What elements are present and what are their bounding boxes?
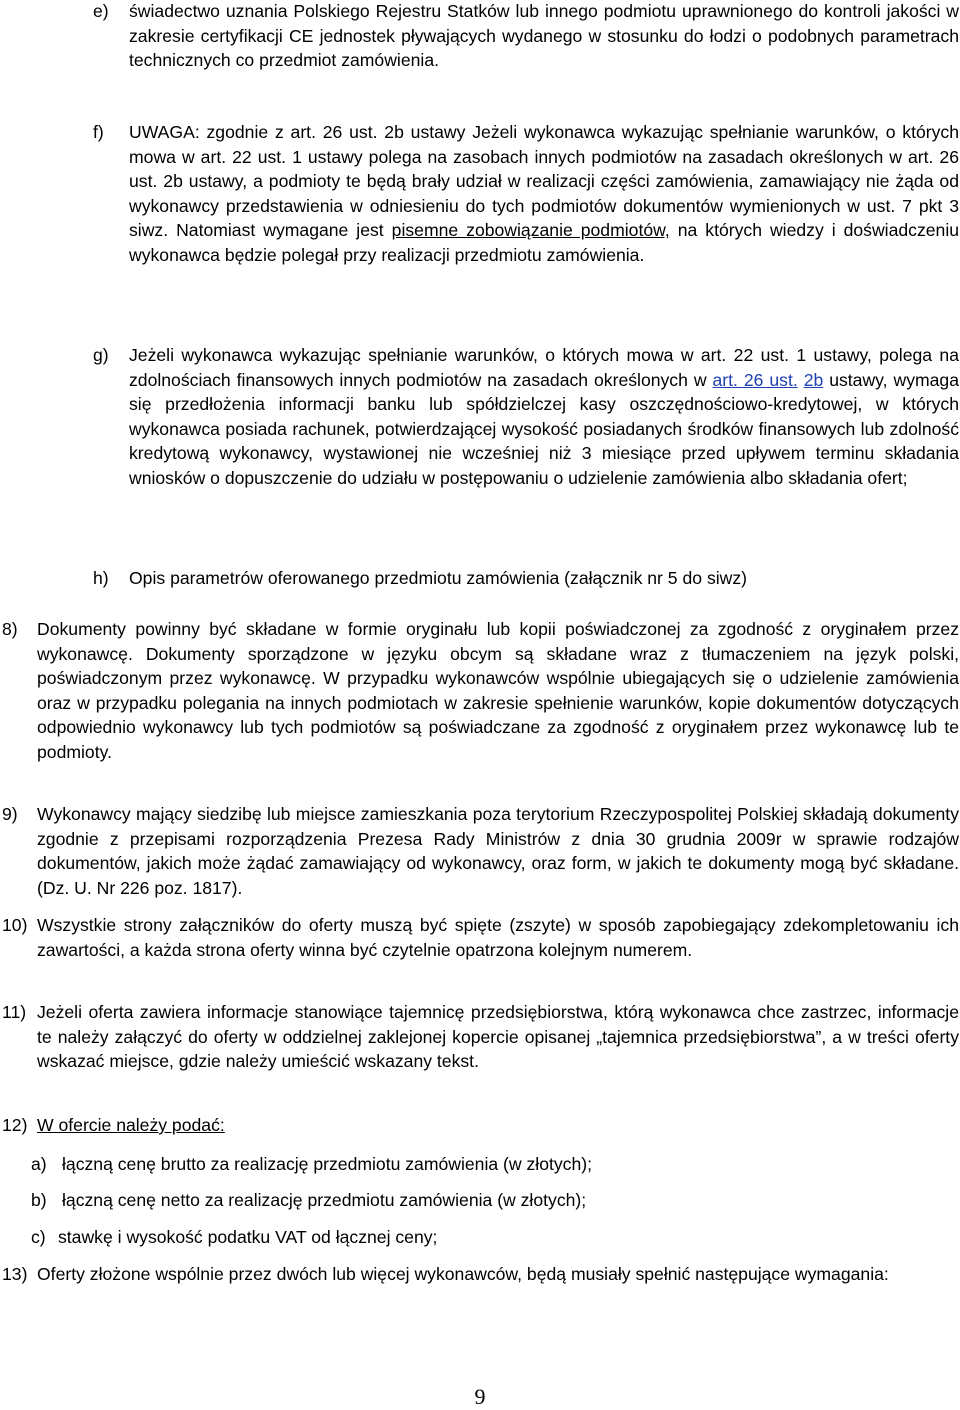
list-marker: a) — [31, 1154, 47, 1174]
list-marker: 11) — [2, 1002, 27, 1022]
numbered-item-8 — [2, 617, 959, 765]
numbered-item-9 — [2, 802, 959, 900]
law-reference-link[interactable]: 2b — [803, 369, 824, 390]
numbered-item-11 — [2, 1000, 959, 1074]
list-item-a — [31, 1152, 959, 1177]
list-item-text: Wykonawcy mający siedzibę lub miejsce zamieszkania poza terytorium Rzeczypospolitej Polskiej składają dokumenty zgodnie z przepisami rozporządzenia Prezesa Rady Ministrów z dnia 30 grudnia 2009r w sprawie rodzajów dokumentów, jakich może żądać zamawiający od wykonawcy, oraz form, w jakich te dokumenty mogą być składane. (Dz. U. Nr 226 poz. 1817). — [37, 804, 959, 898]
list-item-text: Oferty złożone wspólnie przez dwóch lub więcej wykonawców, będą musiały spełnić następujące wymagania: — [37, 1264, 889, 1284]
list-marker: h) — [93, 568, 109, 588]
list-item-text: Jeżeli oferta zawiera informacje stanowiące tajemnicę przedsiębiorstwa, którą wykonawca chce zastrzec, informacje te należy załączyć do oferty w oddzielnej zaklejonej kopercie opisanej „tajemnica przedsiębiorstwa”, a w treści oferty wskazać miejsce, gdzie należy umieścić wskazany tekst. — [37, 1002, 959, 1072]
underlined-phrase: pisemne zobowiązanie podmiotów, — [391, 220, 670, 241]
list-item-text: stawkę i wysokość podatku VAT od łącznej ceny; — [58, 1227, 438, 1247]
list-item-heading: W ofercie należy podać: — [37, 1115, 225, 1135]
list-item-c — [31, 1225, 959, 1250]
list-item-text — [129, 120, 959, 268]
list-marker: 9) — [2, 804, 18, 824]
list-item-b — [31, 1188, 959, 1213]
list-marker: f) — [93, 122, 104, 142]
list-marker: 12) — [2, 1115, 28, 1135]
list-marker: e) — [93, 1, 109, 21]
list-marker: 10) — [2, 915, 28, 935]
list-item-text — [129, 343, 959, 491]
list-item-text: łączną cenę netto za realizację przedmiotu zamówienia (w złotych); — [62, 1190, 587, 1210]
list-item-text: świadectwo uznania Polskiego Rejestru Statków lub innego podmiotu uprawnionego do kontroli jakości w zakresie certyfikacji CE jednostek pływających wydanego w stosunku do łodzi o podobnych parametrach technicznych co przedmiot zamówienia. — [129, 1, 959, 71]
list-item-g — [93, 343, 959, 491]
text-segment: ustawy, wymaga się przedłożenia informacji banku lub spółdzielczej kasy oszczędnościowo-kredytowej, w których wykonawca posiada rachunek, potwierdzającej wysokość posiadanych środków finansowych lub zdolność kredytową wykonawcy, wystawionej nie wcześniej niż 3 miesiące przed upływem terminu składania wniosków o dopuszczenie do udziału w postępowaniu o udzielenie zamówienia albo składania ofert; — [129, 369, 960, 488]
text-segment: Jeżeli wykonawca wykazując spełnianie warunków, o których mowa w art. 22 ust. 1 ustawy, polega na zdolnościach finansowych innych podmiotów na zasadach określonych w — [129, 345, 959, 390]
text-segment: UWAGA: zgodnie z art. 26 ust. 2b ustawy Jeżeli wykonawca wykazując spełnianie warunków, o których mowa w art. 22 ust. 1 ustawy polega na zasobach innych podmiotów na zasadach określonych w art. 26 ust. 2b ustawy, a podmioty te będą brały udział w realizacji części zamówienia, zamawiający nie żąda od wykonawcy przedstawienia w odniesieniu do tych podmiotów dokumentów wymienionych w ust. 7 pkt 3 siwz. Natomiast wymagane jest — [129, 122, 959, 241]
list-item-text: łączną cenę brutto za realizację przedmiotu zamówienia (w złotych); — [62, 1154, 593, 1174]
list-marker: g) — [93, 345, 109, 365]
list-item-e — [93, 0, 959, 73]
list-marker: c) — [31, 1227, 46, 1247]
text-segment: na których wiedzy i doświadczeniu wykonawca będzie polegał przy realizacji przedmiotu zamówienia. — [129, 220, 960, 265]
numbered-item-12 — [2, 1113, 959, 1138]
list-item-text: Opis parametrów oferowanego przedmiotu zamówienia (załącznik nr 5 do siwz) — [129, 568, 748, 588]
list-marker: b) — [31, 1190, 47, 1210]
law-reference-link[interactable]: art. 26 ust. — [712, 369, 798, 390]
numbered-item-10 — [2, 913, 959, 962]
list-item-f — [93, 120, 959, 268]
list-marker: 8) — [2, 619, 18, 639]
list-item-text: Wszystkie strony załączników do oferty muszą być spięte (zszyte) w sposób zapobiegający zdekompletowaniu ich zawartości, a każda strona oferty winna być czytelnie opatrzona kolejnym numerem. — [37, 915, 959, 960]
list-item-h — [93, 566, 959, 591]
list-marker: 13) — [2, 1264, 28, 1284]
page-number: 9 — [474, 1384, 486, 1409]
numbered-item-13 — [2, 1262, 959, 1287]
list-item-text: Dokumenty powinny być składane w formie oryginału lub kopii poświadczonej za zgodność z oryginałem przez wykonawcę. Dokumenty sporządzone w języku obcym są składane wraz z tłumaczeniem na język polski, poświadczonym przez wykonawcę. W przypadku wykonawców wspólnie ubiegających się o udzielenie zamówienia oraz w przypadku polegania na innych podmiotach w zakresie spełnienie warunków, kopie dokumentów dotyczących odpowiednio wykonawcy lub tych podmiotów są poświadczane za zgodność z oryginałem przez wykonawcę lub te podmioty. — [37, 619, 959, 762]
